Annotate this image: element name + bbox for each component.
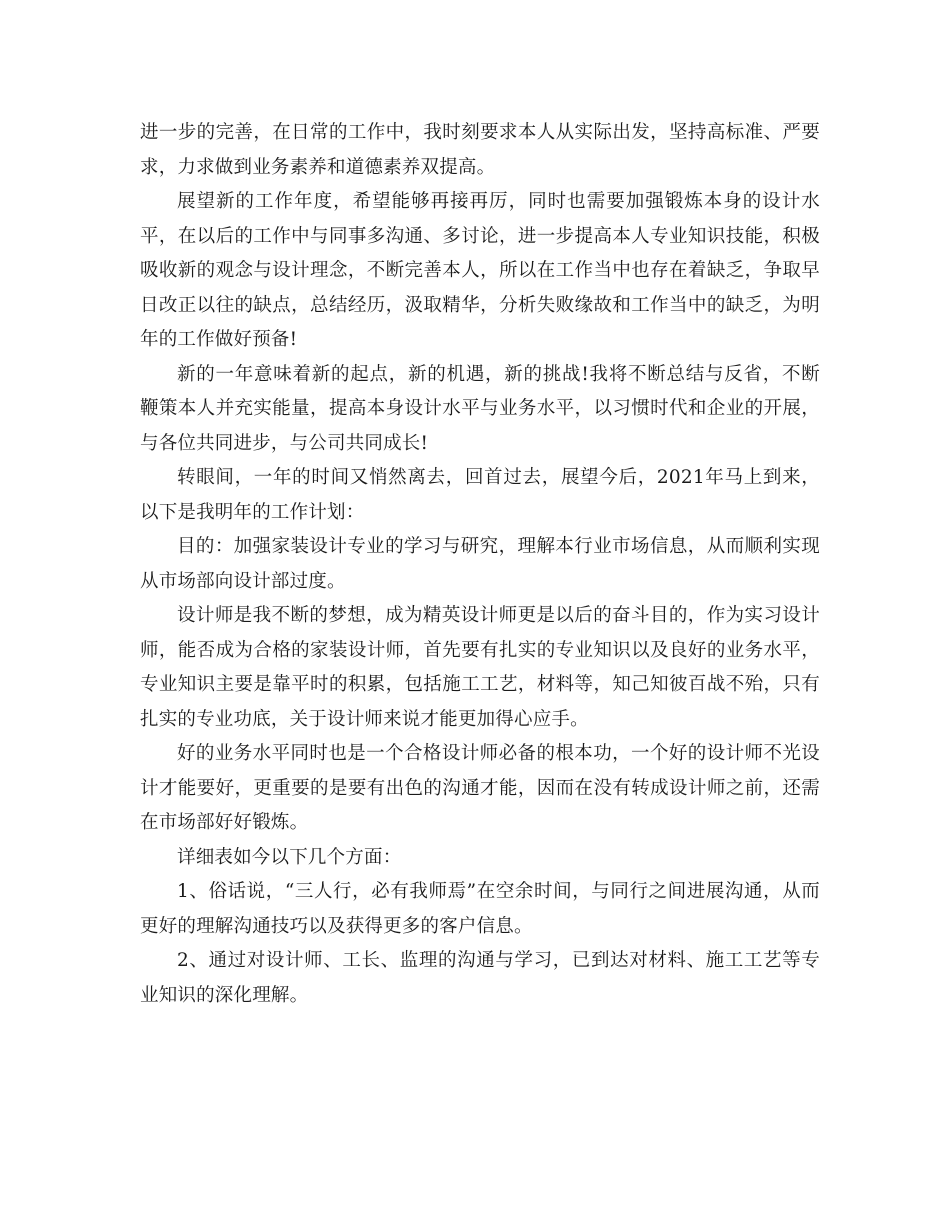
paragraph: 1、俗话说，“三人行，必有我师焉”在空余时间，与同行之间进展沟通，从而更好的理解沟通技巧以及获得更多的客户信息。 — [140, 881, 820, 937]
paragraph: 进一步的完善，在日常的工作中，我时刻要求本人从实际出发，坚持高标准、严要求，力求做到业务素养和道德素养双提高。 — [140, 122, 820, 178]
paragraph: 展望新的工作年度，希望能够再接再厉，同时也需要加强锻炼本身的设计水平，在以后的工作中与同事多沟通、多讨论，进一步提高本人专业知识技能，积极吸收新的观念与设计理念，不断完善本人，所以在工作当中也存在着缺乏，争取早日改正以往的缺点，总结经历，汲取精华，分析失败缘故和工作当中的缺乏，为明年的工作做好预备! — [140, 191, 820, 350]
paragraph: 详细表如今以下几个方面： — [177, 846, 402, 868]
paragraph: 2、通过对设计师、工长、监理的沟通与学习，已到达对材料、施工工艺等专业知识的深化理解。 — [140, 950, 820, 1006]
document-body — [140, 116, 820, 1013]
paragraph: 设计师是我不断的梦想，成为精英设计师更是以后的奋斗目的，作为实习设计师，能否成为合格的家装设计师，首先要有扎实的专业知识以及良好的业务水平，专业知识主要是靠平时的积累，包括施工工艺，材料等，知己知彼百战不殆，只有扎实的专业功底，关于设计师来说才能更加得心应手。 — [140, 605, 820, 730]
paragraph: 新的一年意味着新的起点，新的机遇，新的挑战!我将不断总结与反省，不断鞭策本人并充实能量，提高本身设计水平与业务水平，以习惯时代和企业的开展，与各位共同进步，与公司共同成长! — [140, 363, 820, 454]
paragraph: 好的业务水平同时也是一个合格设计师必备的根本功，一个好的设计师不光设计才能要好，更重要的是要有出色的沟通才能，因而在没有转成设计师之前，还需在市场部好好锻炼。 — [140, 743, 820, 833]
paragraph: 转眼间，一年的时间又悄然离去，回首过去，展望今后，2021年马上到来，以下是我明年的工作计划： — [140, 467, 820, 523]
paragraph: 目的：加强家装设计专业的学习与研究，理解本行业市场信息，从而顺利实现从市场部向设计部过度。 — [140, 536, 820, 592]
